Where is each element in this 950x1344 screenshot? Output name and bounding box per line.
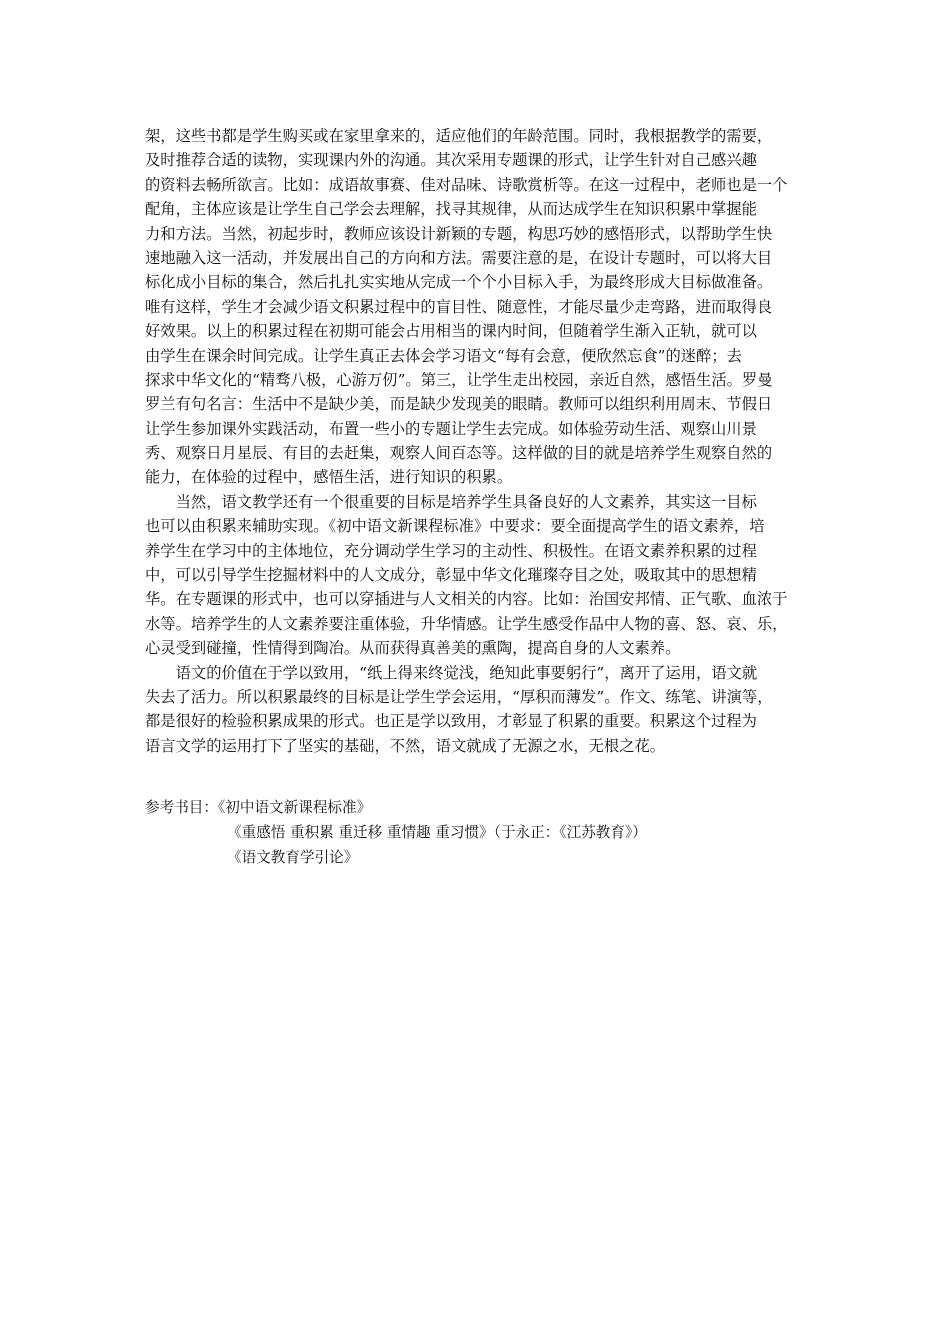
body-line: 能力，在体验的过程中，感悟生活，进行知识的积累。 xyxy=(145,468,513,487)
body-line: 唯有这样，学生才会减少语文积累过程中的盲目性、随意性，才能尽量少走弯路，进而取得良 xyxy=(145,297,773,316)
body-line: 力和方法。当然，初起步时，教师应该设计新颖的专题，构思巧妙的感悟形式，以帮助学生快 xyxy=(145,224,773,243)
body-line: 华。在专题课的形式中，也可以穿插进与人文相关的内容。比如：治国安邦情、正气歌、血浓于 xyxy=(145,590,788,609)
body-line: 水等。培养学生的人文素养要注重体验，升华情感。让学生感受作品中人物的喜、怒、哀、乐， xyxy=(145,614,788,633)
document-body xyxy=(145,124,808,758)
body-line: 失去了活力。所以积累最终的目标是让学生学会运用，“厚积而薄发”。作文、练笔、讲演等， xyxy=(145,687,773,706)
body-line: 养学生在学习中的主体地位，充分调动学生学习的主动性、积极性。在语文素养积累的过程 xyxy=(145,541,757,560)
reference-item: 《重感悟 重积累 重迁移 重情趣 重习惯》（于永正：《江苏教育》） xyxy=(227,824,647,841)
body-line: 中，可以引导学生挖掘材料中的人文成分，彰显中华文化璀璨夺目之处，吸取其中的思想精 xyxy=(145,566,757,585)
body-line: 标化成小目标的集合，然后扎扎实实地从完成一个个小目标入手，为最终形成大目标做准备。 xyxy=(145,273,773,292)
reference-first-line xyxy=(145,795,808,820)
body-line: 当然，语文教学还有一个很重要的目标是培养学生具备良好的人文素养，其实这一目标 xyxy=(145,492,757,511)
body-line: 让学生参加课外实践活动，布置一些小的专题让学生去完成。如体验劳动生活、观察山川景 xyxy=(145,419,757,438)
references-section xyxy=(145,795,808,870)
body-line: 配角，主体应该是让学生自己学会去理解，找寻其规律，从而达成学生在知识积累中掌握能 xyxy=(145,200,757,219)
body-line: 心灵受到碰撞，性情得到陶冶。从而获得真善美的熏陶，提高自身的人文素养。 xyxy=(145,639,681,658)
body-line: 秀、观察日月星辰、有目的去赶集，观察人间百态等。这样做的目的就是培养学生观察自然的 xyxy=(145,444,773,463)
body-line: 及时推荐合适的读物，实现课内外的沟通。其次采用专题课的形式，让学生针对自己感兴趣 xyxy=(145,151,757,170)
body-line: 语言文学的运用打下了坚实的基础，不然，语文就成了无源之水，无根之花。 xyxy=(145,736,666,755)
body-line: 探求中华文化的“精骛八极，心游万仞”。第三，让学生走出校园，亲近自然，感悟生活。罗曼 xyxy=(145,370,773,389)
body-line: 架，这些书都是学生购买或在家里拿来的，适应他们的年龄范围。同时，我根据教学的需要， xyxy=(145,127,773,145)
body-line: 好效果。以上的积累过程在初期可能会占用相当的课内时间，但随着学生渐入正轨，就可以 xyxy=(145,322,757,341)
references-label: 参考书目： xyxy=(145,799,218,816)
body-line: 语文的价值在于学以致用，“纸上得来终觉浅，绝知此事要躬行”，离开了运用，语文就 xyxy=(145,663,758,682)
body-line: 都是很好的检验积累成果的形式。也正是学以致用，才彰显了积累的重要。积累这个过程为 xyxy=(145,712,757,731)
body-line: 的资料去畅所欲言。比如：成语故事赛、佳对品味、诗歌赏析等。在这一过程中，老师也是一个 xyxy=(145,175,788,194)
body-line: 速地融入这一活动，并发展出自己的方向和方法。需要注意的是，在设计专题时，可以将大目 xyxy=(145,248,773,267)
body-line: 由学生在课余时间完成。让学生真正去体会学习语文“每有会意，便欣然忘食”的迷醉；去 xyxy=(145,346,742,365)
body-line: 罗兰有句名言：生活中不是缺少美，而是缺少发现美的眼睛。教师可以组织利用周末、节假日 xyxy=(145,395,773,414)
reference-item: 《初中语文新课程标准》 xyxy=(217,799,372,816)
reference-item: 《语文教育学引论》 xyxy=(227,849,359,866)
body-line: 也可以由积累来辅助实现。《初中语文新课程标准》中要求：要全面提高学生的语文素养，培 xyxy=(145,517,765,536)
